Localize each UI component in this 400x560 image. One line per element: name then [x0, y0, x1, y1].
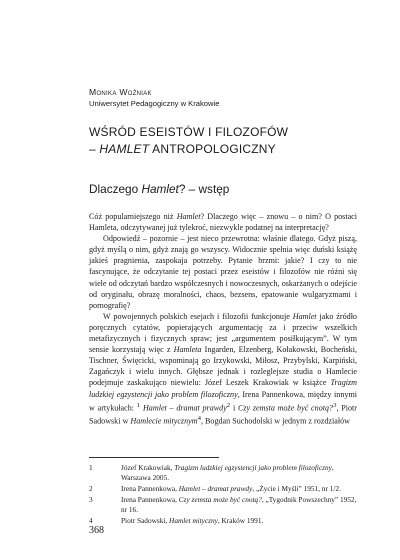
footnote-2: [89, 484, 357, 494]
footnote-ref-3: 3: [333, 401, 337, 409]
footnote-number: 2: [89, 484, 93, 494]
section-heading-prefix: Dlaczego: [89, 182, 142, 196]
p3-g: , Irena Pannenkowa, między innymi w artykułach:: [89, 389, 357, 413]
title-dash: –: [89, 142, 100, 156]
p3-h: Hamlet – dramat prawdy: [142, 403, 227, 413]
footnote-tail: , Warszawa 2005.: [121, 463, 334, 482]
title-suffix: ANTROPOLOGICZNY: [149, 142, 276, 156]
footnote-3: [89, 495, 357, 515]
paragraph-2: Odpowiedź – pozornie – jest nieco przewrotna: właśnie dlatego. Gdyż piszą, gdyż myślą o nim, gdyż znają go wszyscy. Widocznie spełnia więc duński książę jakieś pragnienia, zaspokaja potrzeby. Pytanie brzmi: jakie? I czy to nie fascynujące, że odczytanie tej postaci przez eseistów i filozofów nie różni się wiele od odczytań bardzo współczesnych i nowoczesnych, oskarżanych o odejście od oryginału, obrazę moralności, chaos, bezsens, epatowanie wulgaryzmami i pornografię?: [89, 234, 357, 310]
paragraph-1: [89, 211, 357, 233]
footnotes: [89, 463, 357, 528]
p3-m: , Bogdan Suchodolski w jednym z rozdziałów: [200, 417, 350, 427]
footnote-text: Józef Krakowiak,: [121, 463, 175, 472]
p3-k: , Piotr Sadowski w: [89, 403, 357, 427]
footnote-ref-4: 4: [197, 415, 201, 423]
p3-d: Hamleta: [173, 345, 202, 355]
p1-b: Hamlet: [176, 212, 201, 221]
p3-j: Czy zemsta może być cnotą?: [237, 403, 334, 413]
p3-l: Hamlecie mitycznym: [130, 417, 198, 427]
p1-c: ? Dlaczego więc – znowu – o nim? O postaci Hamleta, odczytywanej już tylekroć, niezwykle podatnej na interpretację?: [89, 212, 357, 233]
author-affiliation: Uniwersytet Pedagogiczny w Krakowie: [89, 99, 220, 108]
author-name: Monika Woźniak: [89, 87, 152, 97]
footnote-1: [89, 463, 357, 483]
footnote-tail: , „Tygodnik Powszechny” 1952, nr 16.: [121, 495, 357, 515]
footnote-number: 1: [89, 463, 93, 472]
footnote-ref-2: 2: [226, 401, 231, 409]
footnote-title: Tragizm ludzkiej egzystencji jako problem filozoficzny: [174, 463, 332, 472]
title-hamlet: HAMLET: [99, 142, 150, 156]
footnote-tail: , Kraków 1991.: [217, 516, 264, 526]
section-heading-suffix: ? – wstęp: [178, 182, 230, 196]
p3-a: W powojennych polskich esejach i filozofii funkcjonuje: [103, 311, 293, 321]
section-heading: [89, 182, 229, 196]
footnote-text: Irena Pannenkowa,: [121, 484, 179, 494]
footnote-number: 4: [89, 516, 93, 526]
p1-a: Cóż popularniejszego niż: [89, 212, 177, 221]
p3-c: jako źródło poręcznych cytatów, popierających argumentację za i przeciw wszelkich metafizycznych i fizycznych spraw; jest „argumentem posiłkującym”. W tym sensie korzystają więc z: [89, 311, 357, 355]
p3-e: Ingarden, Elzenberg, Kołakowski, Bocheński, Tischner, Święcicki, wspominają go Irzykowski, Miłosz, Przybylski, Karpiński, Zagańczyk i wielu innych. Głębsze jednak i rozleglejsze studia o Hamlecie podejmuje zaskakująco niewielu: Józef Leszek Krakowiak w książce: [89, 345, 357, 388]
footnote-text: Piotr Sadowski,: [121, 516, 170, 526]
footnote-title: Czy zemsta może być cnotą?: [178, 495, 262, 505]
p3-f: Tragizm ludzkiej egzystencji jako problem filozoficzny: [89, 378, 357, 399]
footnote-text: Irena Pannenkowa,: [121, 495, 179, 505]
page-number: 368: [89, 525, 104, 536]
section-heading-italic: Hamlet: [141, 182, 179, 196]
body-text: [89, 211, 357, 427]
paragraph-3: [89, 311, 357, 427]
footnote-ref-1: 1: [136, 401, 141, 409]
footnote-4: [89, 516, 357, 526]
chapter-title-line-2: [89, 141, 288, 158]
p3-i: i: [230, 403, 238, 413]
chapter-title-line-1: WŚRÓD ESEISTÓW I FILOZOFÓW: [89, 125, 289, 139]
p3-b: Hamlet: [292, 311, 317, 321]
chapter-title: [89, 124, 288, 158]
footnote-number: 3: [89, 495, 93, 505]
footnote-rule: [89, 457, 219, 458]
footnote-title: Hamlet – dramat prawdy: [178, 484, 253, 494]
footnote-tail: , „Życie i Myśli” 1951, nr 1/2.: [252, 484, 341, 494]
footnote-title: Hamlet mityczny: [169, 516, 218, 526]
